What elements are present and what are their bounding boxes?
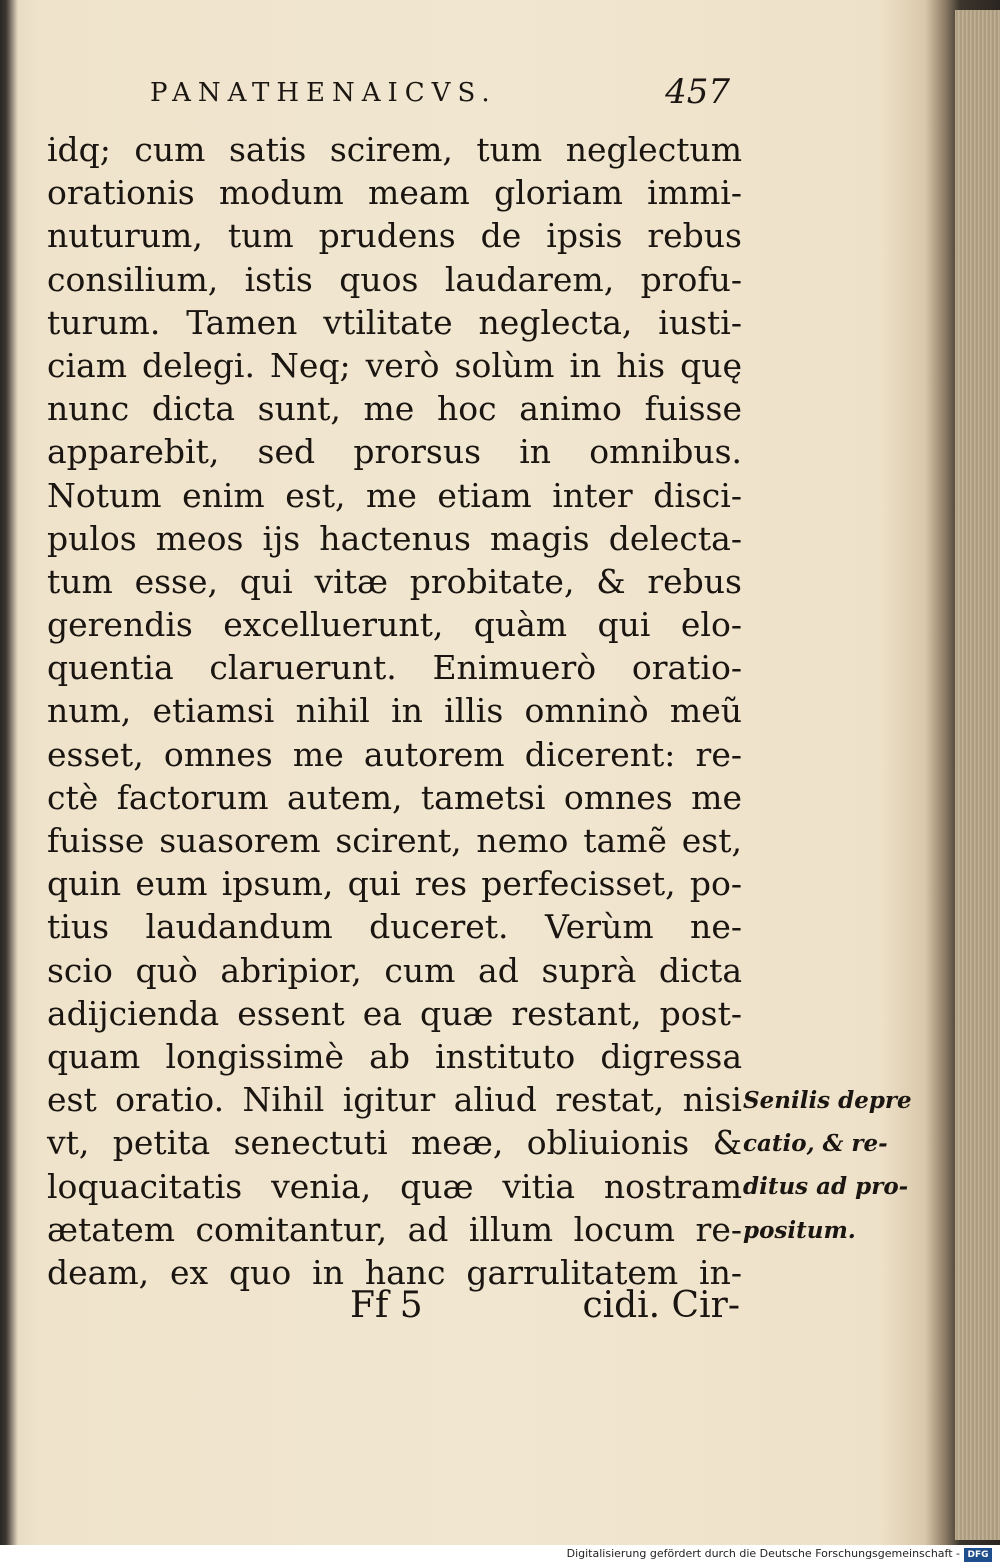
body-line: nuturum, tum prudens de ipsis rebus [47, 216, 742, 256]
body-line: esset, omnes me autorem dicerent: re- [47, 734, 742, 774]
body-line: quam longissimè ab instituto digressa [47, 1036, 742, 1076]
show-through-bottom [50, 1300, 250, 1340]
body-line: quin eum ipsum, qui res perfecisset, po- [47, 864, 742, 904]
body-line: Notum enim est, me etiam inter disci- [47, 475, 742, 515]
body-text [47, 128, 742, 1294]
marginal-note-line: catio, & re- [743, 1130, 888, 1158]
body-line: consilium, istis quos laudarem, profu- [47, 259, 742, 299]
body-line: gerendis excelluerunt, quàm qui elo- [47, 605, 742, 645]
body-line: tius laudandum duceret. Verùm ne- [47, 907, 742, 947]
signature-mark: Ff 5 [350, 1285, 423, 1326]
show-through-right-lower [895, 975, 955, 1055]
body-line: deam, ex quo in hanc garrulitatem in- [47, 1252, 742, 1292]
marginal-note-line: ditus ad pro- [743, 1173, 909, 1201]
body-line: apparebit, sed prorsus in omnibus. [47, 432, 742, 472]
catchword: cidi. Cir- [582, 1285, 740, 1326]
dfg-logo: DFG [964, 1548, 992, 1562]
body-line: ciam delegi. Neq; verò solùm in his quę [47, 345, 742, 385]
body-line: ctè factorum autem, tametsi omnes me [47, 777, 742, 817]
body-line: tum esse, qui vitæ probitate, & rebus [47, 561, 742, 601]
body-line: orationis modum meam gloriam immi- [47, 173, 742, 213]
show-through-right [895, 495, 955, 755]
body-line: turum. Tamen vtilitate neglecta, iusti- [47, 302, 742, 342]
marginal-note-line: Senilis depre [743, 1087, 912, 1114]
body-line: ætatem comitantur, ad illum locum re- [47, 1209, 742, 1249]
book-page-edges [955, 10, 1000, 1540]
body-line: vt, petita senectuti meæ, obliuionis & [47, 1123, 742, 1163]
body-line: num, etiamsi nihil in illis omninò meũ [47, 691, 742, 731]
body-line: idq; cum satis scirem, tum neglectum [47, 130, 742, 169]
body-line: scio quò abripior, cum ad suprà dicta [47, 950, 742, 990]
page-number: 457 [665, 72, 730, 112]
body-line: pulos meos ijs hactenus magis delecta- [47, 518, 742, 558]
facing-page-bleed-left [0, 140, 20, 320]
body-line: adijcienda essent ea quæ restant, post- [47, 993, 742, 1033]
page-footer [350, 1285, 740, 1335]
body-line: nunc dicta sunt, me hoc animo fuisse [47, 389, 742, 429]
body-line: fuisse suasorem scirent, nemo tamẽ est, [47, 821, 742, 860]
running-title: PANATHENAICVS. [150, 78, 497, 108]
marginal-note [743, 1079, 913, 1252]
credit-text: Digitalisierung gefördert durch die Deutsche Forschungsgemeinschaft - [566, 1547, 960, 1560]
marginal-note-line: positum. [743, 1216, 856, 1244]
body-line: loquacitatis venia, quæ vitia nostram [47, 1166, 742, 1206]
running-head [150, 72, 730, 118]
credit-bar [0, 1545, 1000, 1565]
body-line: quentia claruerunt. Enimuerò oratio- [47, 648, 742, 688]
body-line: est oratio. Nihil igitur aliud restat, nisi [47, 1080, 742, 1120]
